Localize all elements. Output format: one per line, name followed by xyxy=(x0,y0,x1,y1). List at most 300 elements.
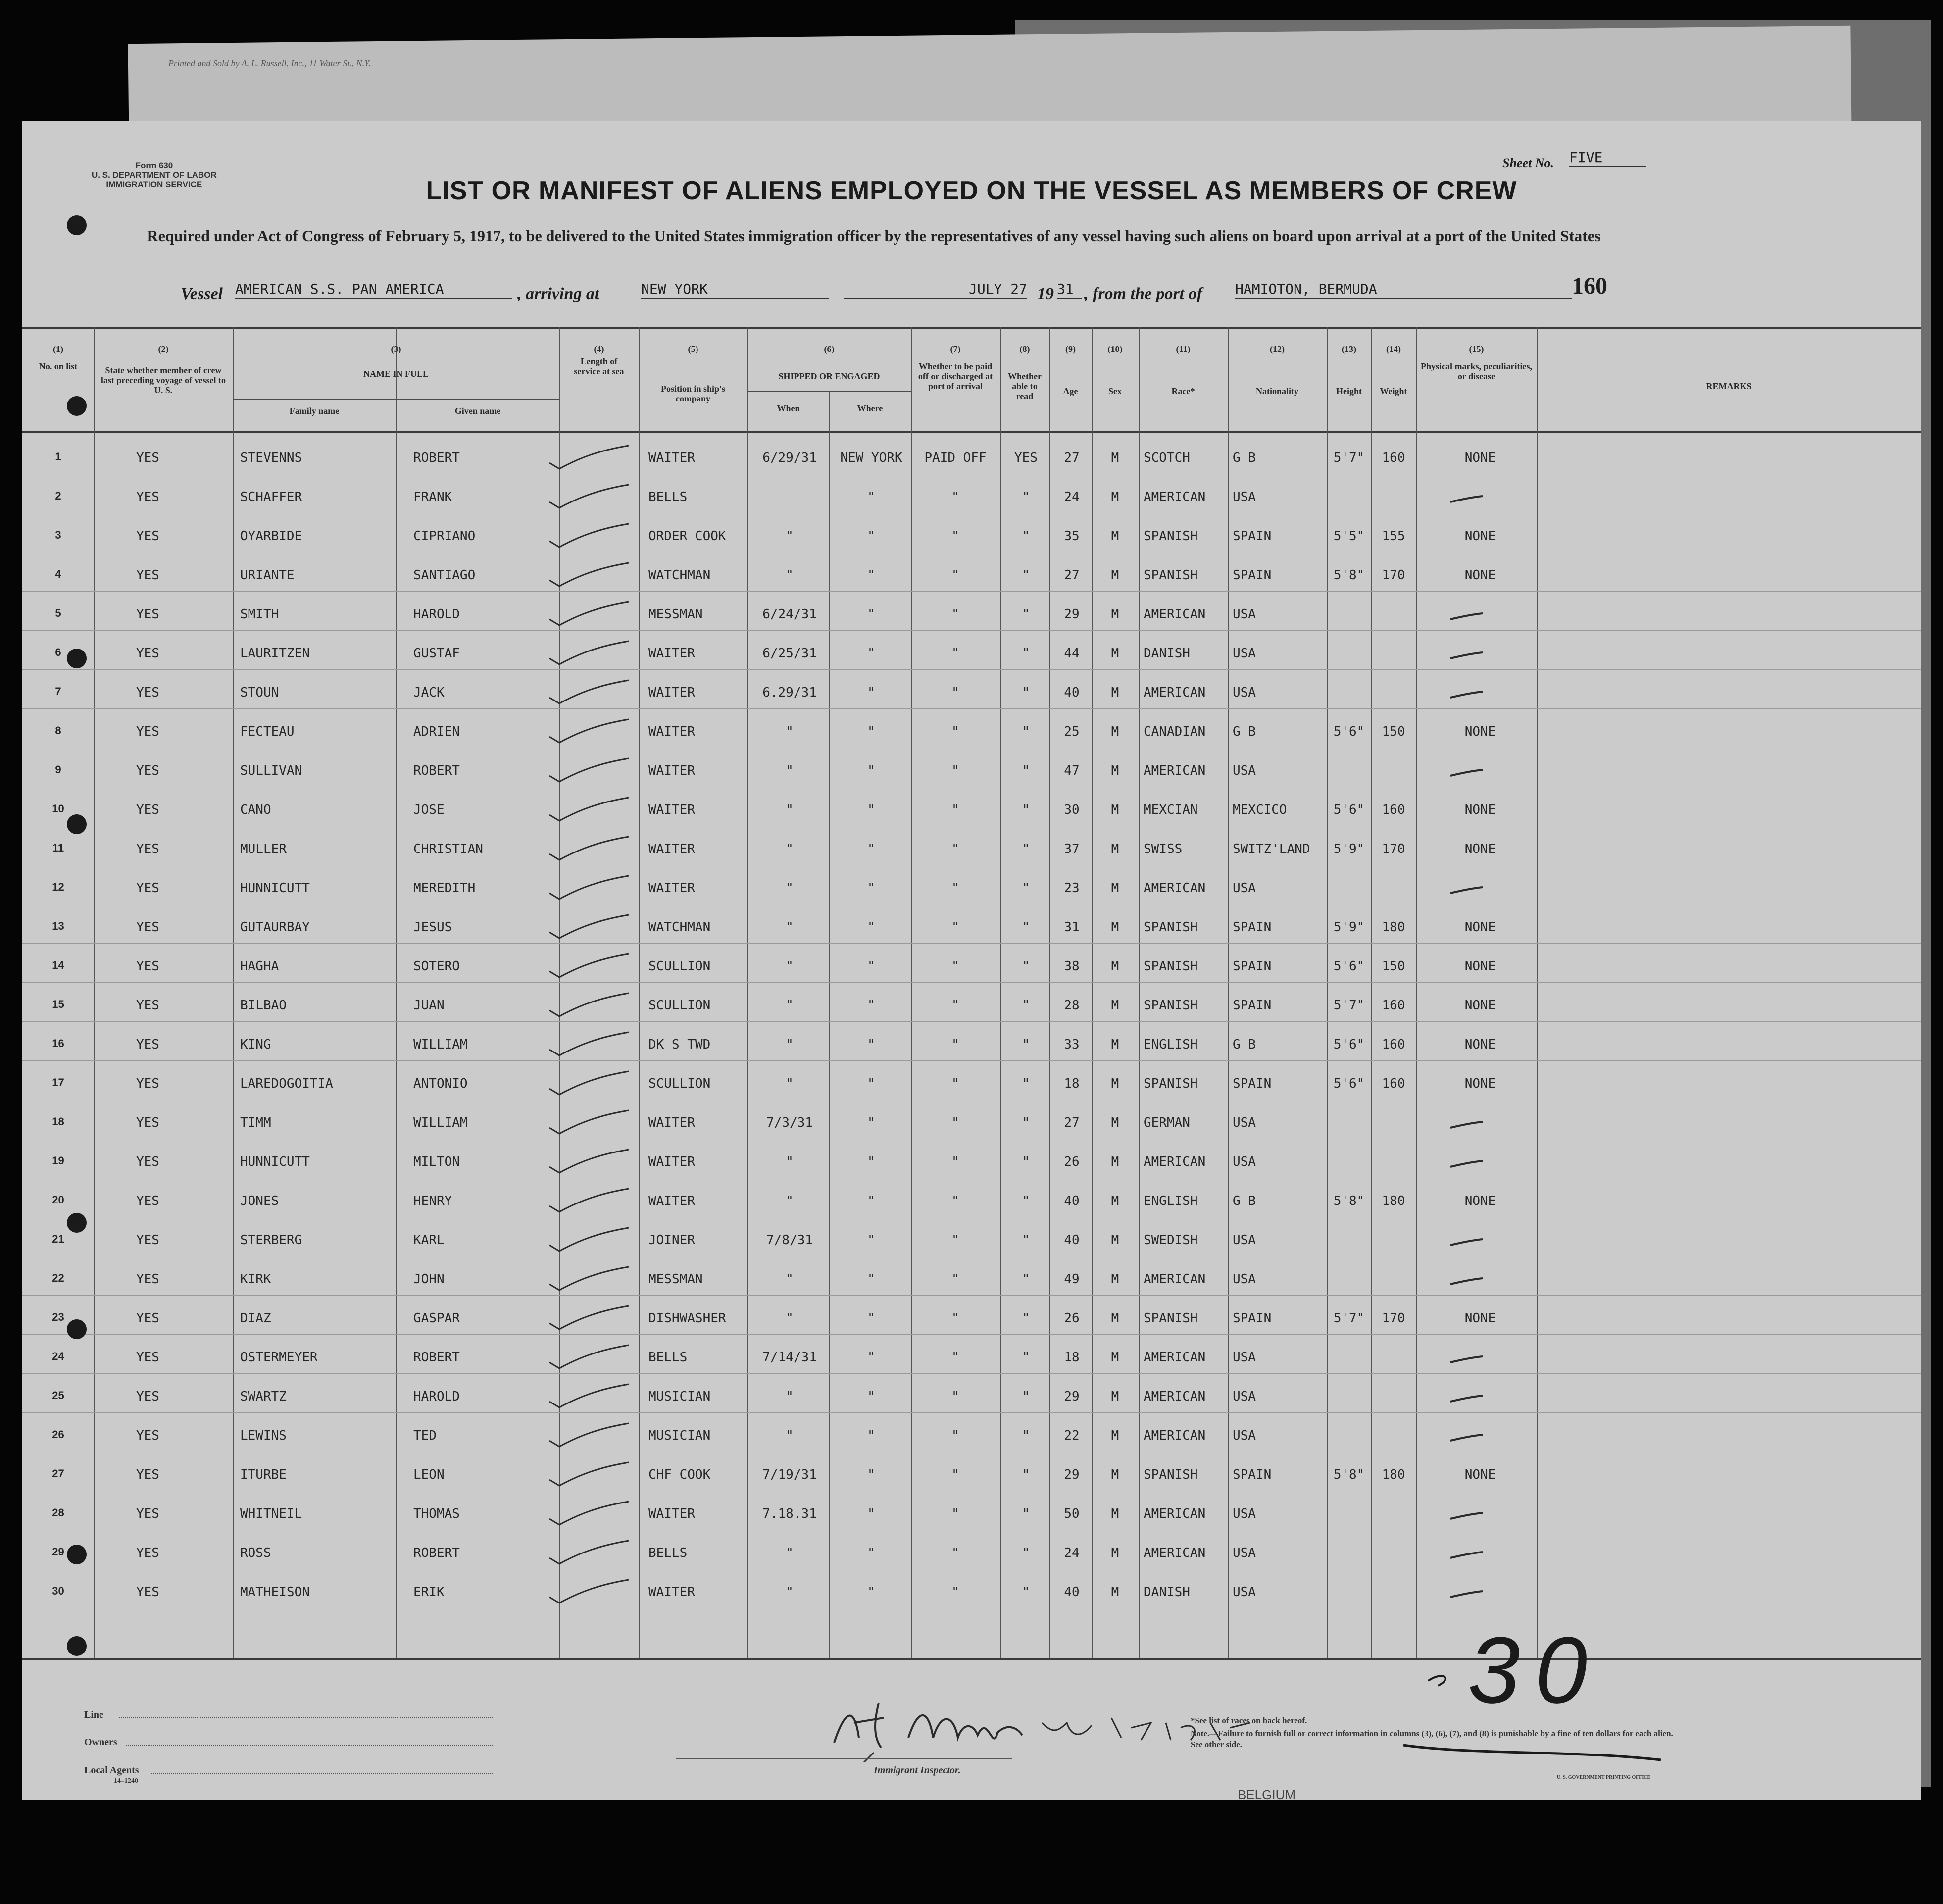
table-row xyxy=(22,558,1921,597)
able-to-read: " xyxy=(1022,724,1030,739)
height: 5'5" xyxy=(1333,529,1365,544)
arriving-port: NEW YORK xyxy=(641,281,829,299)
race: AMERICAN xyxy=(1144,685,1206,700)
family-name: HUNNICUTT xyxy=(240,1154,310,1169)
weight: 160 xyxy=(1382,998,1405,1013)
position: MUSICIAN xyxy=(648,1428,711,1443)
sex: M xyxy=(1111,1194,1119,1208)
age: 50 xyxy=(1064,1506,1080,1521)
position: SCULLION xyxy=(648,1076,711,1091)
service-check-mark xyxy=(545,1499,634,1529)
prev-voyage: YES xyxy=(136,998,159,1013)
col-11-header: Race* xyxy=(1171,386,1195,396)
able-to-read: " xyxy=(1022,1311,1030,1326)
row-number: 10 xyxy=(52,802,64,815)
age: 25 xyxy=(1064,724,1080,739)
able-to-read: " xyxy=(1022,959,1030,974)
given-name: JOSE xyxy=(413,802,445,817)
age: 23 xyxy=(1064,881,1080,896)
col-9-number: (9) xyxy=(1065,344,1076,354)
table-row xyxy=(22,910,1921,949)
sex: M xyxy=(1111,1115,1119,1130)
age: 40 xyxy=(1064,1194,1080,1208)
paid-off: " xyxy=(951,1585,959,1600)
from-label: , from the port of xyxy=(1084,285,1202,303)
height: 5'8" xyxy=(1333,1194,1365,1208)
paid-off: " xyxy=(951,1115,959,1130)
table-row xyxy=(22,1145,1921,1184)
col-13-number: (13) xyxy=(1342,344,1356,354)
table-row xyxy=(22,793,1921,832)
sex: M xyxy=(1111,802,1119,817)
prev-voyage: YES xyxy=(136,1115,159,1130)
shipped-when-header: When xyxy=(777,403,800,413)
binder-hole xyxy=(67,1636,87,1656)
shipped-where: " xyxy=(867,685,875,700)
race: MEXCIAN xyxy=(1144,802,1198,817)
sex: M xyxy=(1111,842,1119,856)
shipped-when: " xyxy=(786,529,794,544)
nationality: USA xyxy=(1233,646,1256,661)
row-number: 21 xyxy=(52,1233,64,1245)
nationality: USA xyxy=(1233,1585,1256,1600)
shipped-when: " xyxy=(786,1076,794,1091)
paid-off: " xyxy=(951,1467,959,1482)
penalty-note: Note.—Failure to furnish full or correct information in columns (3), (6), (7), and (8) is punishable by a fine of ten dollars for each alien. See other side. xyxy=(1191,1729,1673,1749)
race: SPANISH xyxy=(1144,1467,1198,1482)
prev-voyage: YES xyxy=(136,920,159,935)
age: 33 xyxy=(1064,1037,1080,1052)
service-check-mark xyxy=(545,1538,634,1568)
service-check-mark xyxy=(545,1303,634,1333)
able-to-read: " xyxy=(1022,607,1030,622)
height: 5'7" xyxy=(1333,998,1365,1013)
service-check-mark xyxy=(545,1147,634,1177)
able-to-read: " xyxy=(1022,1389,1030,1404)
nationality: SPAIN xyxy=(1233,998,1272,1013)
given-name: JACK xyxy=(413,685,445,700)
total-count: 30 xyxy=(1468,1618,1602,1723)
col-5-header: Position in ship's company xyxy=(660,384,726,403)
given-name: WILLIAM xyxy=(413,1115,468,1130)
table-row xyxy=(22,949,1921,988)
sex: M xyxy=(1111,1585,1119,1600)
shipped-when: " xyxy=(786,998,794,1013)
race: SPANISH xyxy=(1144,1076,1198,1091)
race: AMERICAN xyxy=(1144,1154,1206,1169)
shipped-when: " xyxy=(786,1272,794,1287)
prev-voyage: YES xyxy=(136,1389,159,1404)
family-name: TIMM xyxy=(240,1115,271,1130)
physical-marks: NONE xyxy=(1464,842,1496,856)
able-to-read: " xyxy=(1022,1546,1030,1560)
race: AMERICAN xyxy=(1144,1350,1206,1365)
table-row xyxy=(22,1497,1921,1536)
position: SCULLION xyxy=(648,959,711,974)
given-name: CHRISTIAN xyxy=(413,842,483,856)
race: AMERICAN xyxy=(1144,763,1206,778)
paid-off: " xyxy=(951,1389,959,1404)
paid-off: " xyxy=(951,1311,959,1326)
manifest-page xyxy=(22,121,1921,1800)
shipped-where: " xyxy=(867,1506,875,1521)
col-6-number: (6) xyxy=(824,344,835,354)
family-name: ITURBE xyxy=(240,1467,287,1482)
position: SCULLION xyxy=(648,998,711,1013)
sheet-number: FIVE xyxy=(1569,150,1646,167)
able-to-read: " xyxy=(1022,1506,1030,1521)
family-name: KIRK xyxy=(240,1272,271,1287)
service-check-mark xyxy=(545,600,634,629)
shipped-where: " xyxy=(867,959,875,974)
height: 5'6" xyxy=(1333,724,1365,739)
age: 38 xyxy=(1064,959,1080,974)
prev-voyage: YES xyxy=(136,1428,159,1443)
prev-voyage: YES xyxy=(136,451,159,465)
shipped-where: " xyxy=(867,1350,875,1365)
prev-voyage: YES xyxy=(136,1350,159,1365)
row-number: 19 xyxy=(52,1154,64,1167)
local-agents-label: Local Agents xyxy=(84,1765,139,1776)
able-to-read: " xyxy=(1022,529,1030,544)
age: 27 xyxy=(1064,1115,1080,1130)
physical-marks: NONE xyxy=(1464,1311,1496,1326)
marks-dash xyxy=(1448,766,1488,781)
shipped-when: 7/3/31 xyxy=(766,1115,813,1130)
family-name: SMITH xyxy=(240,607,279,622)
sex: M xyxy=(1111,1546,1119,1560)
service-check-mark xyxy=(545,1069,634,1099)
paid-off: " xyxy=(951,998,959,1013)
nationality: G B xyxy=(1233,1037,1256,1052)
position: DISHWASHER xyxy=(648,1311,726,1326)
prev-voyage: YES xyxy=(136,1467,159,1482)
col-3-number: (3) xyxy=(391,344,401,354)
shipped-where: " xyxy=(867,1389,875,1404)
row-number: 12 xyxy=(52,881,64,893)
race: AMERICAN xyxy=(1144,1506,1206,1521)
shipped-when: " xyxy=(786,568,794,583)
service-check-mark xyxy=(545,1343,634,1372)
nationality: MEXCICO xyxy=(1233,802,1287,817)
row-number: 8 xyxy=(55,724,61,737)
paid-off: " xyxy=(951,724,959,739)
from-port: HAMIOTON, BERMUDA xyxy=(1235,281,1572,299)
service-check-mark xyxy=(545,639,634,668)
table-row xyxy=(22,597,1921,636)
family-name: STEVENNS xyxy=(240,451,302,465)
table-row xyxy=(22,1105,1921,1145)
height: 5'7" xyxy=(1333,451,1365,465)
physical-marks: NONE xyxy=(1464,568,1496,583)
shipped-when: " xyxy=(786,1585,794,1600)
arriving-label: , arriving at xyxy=(517,285,599,303)
marks-dash xyxy=(1448,1431,1488,1446)
shipped-when: 6.29/31 xyxy=(762,685,817,700)
shipped-when: " xyxy=(786,724,794,739)
shipped-when: " xyxy=(786,1546,794,1560)
position: WAITER xyxy=(648,842,695,856)
row-number: 14 xyxy=(52,959,64,971)
table-row xyxy=(22,675,1921,714)
prev-voyage: YES xyxy=(136,959,159,974)
line-field xyxy=(119,1717,493,1718)
arrival-date: JULY 27 xyxy=(844,281,1027,299)
given-name: JESUS xyxy=(413,920,452,935)
col-10-number: (10) xyxy=(1107,344,1123,354)
prev-voyage: YES xyxy=(136,1585,159,1600)
sex: M xyxy=(1111,881,1119,896)
nationality: USA xyxy=(1233,1154,1256,1169)
service-check-mark xyxy=(545,1421,634,1451)
shipped-where: " xyxy=(867,1272,875,1287)
family-name: BILBAO xyxy=(240,998,287,1013)
col-9-header: Age xyxy=(1063,386,1078,396)
family-name: KING xyxy=(240,1037,271,1052)
nationality: USA xyxy=(1233,1546,1256,1560)
col-8-header: Whether able to read xyxy=(1008,371,1042,401)
shipped-where: " xyxy=(867,1076,875,1091)
weight: 170 xyxy=(1382,842,1405,856)
given-name: GUSTAF xyxy=(413,646,460,661)
marks-dash xyxy=(1448,1118,1488,1133)
col-15-number: (15) xyxy=(1469,344,1484,354)
able-to-read: " xyxy=(1022,1233,1030,1248)
height: 5'6" xyxy=(1333,1037,1365,1052)
shipped-when: " xyxy=(786,1311,794,1326)
able-to-read: " xyxy=(1022,685,1030,700)
shipped-where: " xyxy=(867,1194,875,1208)
col-6-header: SHIPPED OR ENGAGED xyxy=(778,371,880,381)
table-row xyxy=(22,1184,1921,1223)
sex: M xyxy=(1111,998,1119,1013)
shipped-where: " xyxy=(867,646,875,661)
binder-hole xyxy=(67,649,87,668)
paid-off: " xyxy=(951,1428,959,1443)
col-14-header: Weight xyxy=(1380,386,1407,396)
shipped-when: 7/14/31 xyxy=(762,1350,817,1365)
col-2-header: State whether member of crew last preceding voyage of vessel to U. S. xyxy=(100,365,226,395)
age: 40 xyxy=(1064,1585,1080,1600)
paid-off: " xyxy=(951,685,959,700)
position: WAITER xyxy=(648,1506,695,1521)
service-check-mark xyxy=(545,521,634,551)
binder-hole xyxy=(67,1545,87,1564)
row-number: 4 xyxy=(55,568,61,580)
race: SPANISH xyxy=(1144,568,1198,583)
able-to-read: " xyxy=(1022,1350,1030,1365)
paid-off: " xyxy=(951,490,959,504)
paid-off: PAID OFF xyxy=(924,451,987,465)
sex: M xyxy=(1111,763,1119,778)
prev-voyage: YES xyxy=(136,685,159,700)
marks-dash xyxy=(1448,1353,1488,1367)
col-2-number: (2) xyxy=(158,344,169,354)
row-number: 5 xyxy=(55,607,61,619)
form-number: Form 630 U. S. DEPARTMENT OF LABOR IMMIGRATION SERVICE xyxy=(92,161,217,189)
local-agents-field xyxy=(149,1773,493,1774)
shipped-where: " xyxy=(867,1037,875,1052)
prev-voyage: YES xyxy=(136,1546,159,1560)
row-number: 11 xyxy=(52,842,64,854)
height: 5'6" xyxy=(1333,1076,1365,1091)
given-name: HAROLD xyxy=(413,607,460,622)
given-name-header: Given name xyxy=(454,406,501,416)
shipped-where: " xyxy=(867,998,875,1013)
able-to-read: " xyxy=(1022,881,1030,896)
service-check-mark xyxy=(545,1108,634,1138)
service-check-mark xyxy=(545,912,634,942)
paid-off: " xyxy=(951,568,959,583)
nationality: USA xyxy=(1233,1115,1256,1130)
position: BELLS xyxy=(648,1350,688,1365)
able-to-read: " xyxy=(1022,1428,1030,1443)
row-number: 24 xyxy=(52,1350,64,1362)
age: 18 xyxy=(1064,1076,1080,1091)
family-name: MATHEISON xyxy=(240,1585,310,1600)
family-name: STOUN xyxy=(240,685,279,700)
paid-off: " xyxy=(951,920,959,935)
physical-marks: NONE xyxy=(1464,802,1496,817)
physical-marks: NONE xyxy=(1464,529,1496,544)
row-number: 13 xyxy=(52,920,64,932)
sex: M xyxy=(1111,724,1119,739)
sex: M xyxy=(1111,1428,1119,1443)
able-to-read: " xyxy=(1022,646,1030,661)
table-top-border xyxy=(22,327,1921,329)
binder-hole xyxy=(67,814,87,834)
age: 27 xyxy=(1064,568,1080,583)
nationality: USA xyxy=(1233,881,1256,896)
weight: 160 xyxy=(1382,451,1405,465)
table-row xyxy=(22,636,1921,675)
family-name: CANO xyxy=(240,802,271,817)
age: 47 xyxy=(1064,763,1080,778)
table-row xyxy=(22,1457,1921,1497)
nationality: USA xyxy=(1233,1272,1256,1287)
able-to-read: " xyxy=(1022,842,1030,856)
race: GERMAN xyxy=(1144,1115,1190,1130)
shipped-when: " xyxy=(786,959,794,974)
family-name: LEWINS xyxy=(240,1428,287,1443)
age: 28 xyxy=(1064,998,1080,1013)
table-row xyxy=(22,714,1921,753)
race: AMERICAN xyxy=(1144,1389,1206,1404)
sex: M xyxy=(1111,1311,1119,1326)
family-name: ROSS xyxy=(240,1546,271,1560)
weight: 155 xyxy=(1382,529,1405,544)
weight: 180 xyxy=(1382,1194,1405,1208)
age: 35 xyxy=(1064,529,1080,544)
row-number: 18 xyxy=(52,1115,64,1128)
family-name: DIAZ xyxy=(240,1311,271,1326)
shipped-when: " xyxy=(786,920,794,935)
footer xyxy=(22,1666,1921,1800)
age: 26 xyxy=(1064,1311,1080,1326)
weight: 160 xyxy=(1382,1076,1405,1091)
inspector-label: Immigrant Inspector. xyxy=(874,1765,961,1776)
physical-marks: NONE xyxy=(1464,1467,1496,1482)
position: WAITER xyxy=(648,646,695,661)
position: WAITER xyxy=(648,1194,695,1208)
nationality: G B xyxy=(1233,724,1256,739)
position: DK S TWD xyxy=(648,1037,711,1052)
age: 26 xyxy=(1064,1154,1080,1169)
given-name: CIPRIANO xyxy=(413,529,476,544)
position: WAITER xyxy=(648,1115,695,1130)
paid-off: " xyxy=(951,1037,959,1052)
binder-hole xyxy=(67,215,87,235)
service-check-mark xyxy=(545,1030,634,1059)
shipped-where: " xyxy=(867,1311,875,1326)
physical-marks: NONE xyxy=(1464,724,1496,739)
given-name: ADRIEN xyxy=(413,724,460,739)
sex: M xyxy=(1111,685,1119,700)
remarks-header: REMARKS xyxy=(1706,381,1752,391)
paid-off: " xyxy=(951,1272,959,1287)
service-check-mark xyxy=(545,795,634,825)
col-7-number: (7) xyxy=(950,344,961,354)
given-name: SANTIAGO xyxy=(413,568,476,583)
position: WAITER xyxy=(648,1154,695,1169)
name-subheader-line xyxy=(233,399,559,400)
marks-dash xyxy=(1448,1157,1488,1172)
able-to-read: " xyxy=(1022,568,1030,583)
shipped-where: " xyxy=(867,568,875,583)
shipped-when: " xyxy=(786,842,794,856)
row-number: 23 xyxy=(52,1311,64,1323)
position: ORDER COOK xyxy=(648,529,726,544)
nationality: SPAIN xyxy=(1233,1311,1272,1326)
sex: M xyxy=(1111,1467,1119,1482)
table-row xyxy=(22,1223,1921,1262)
race: SPANISH xyxy=(1144,1311,1198,1326)
position: CHF COOK xyxy=(648,1467,711,1482)
shipped-when: " xyxy=(786,1389,794,1404)
given-name: ROBERT xyxy=(413,1546,460,1560)
shipped-when: " xyxy=(786,881,794,896)
given-name: FRANK xyxy=(413,490,452,504)
age: 24 xyxy=(1064,1546,1080,1560)
family-name: URIANTE xyxy=(240,568,295,583)
paid-off: " xyxy=(951,1546,959,1560)
service-check-mark xyxy=(545,1577,634,1607)
marks-dash xyxy=(1448,1274,1488,1289)
able-to-read: " xyxy=(1022,1272,1030,1287)
prev-voyage: YES xyxy=(136,568,159,583)
family-name: OSTERMEYER xyxy=(240,1350,318,1365)
able-to-read: " xyxy=(1022,1037,1030,1052)
given-name: ROBERT xyxy=(413,763,460,778)
shipped-when: " xyxy=(786,763,794,778)
owners-field xyxy=(126,1745,493,1746)
race: AMERICAN xyxy=(1144,881,1206,896)
paid-off: " xyxy=(951,607,959,622)
sex: M xyxy=(1111,568,1119,583)
service-check-mark xyxy=(545,443,634,473)
nationality: USA xyxy=(1233,1350,1256,1365)
nationality: SPAIN xyxy=(1233,920,1272,935)
row-number: 17 xyxy=(52,1076,64,1089)
prev-voyage: YES xyxy=(136,1311,159,1326)
col-5-number: (5) xyxy=(688,344,698,354)
age: 29 xyxy=(1064,607,1080,622)
position: WATCHMAN xyxy=(648,920,711,935)
weight: 170 xyxy=(1382,1311,1405,1326)
age: 27 xyxy=(1064,451,1080,465)
table-row xyxy=(22,480,1921,519)
nationality: USA xyxy=(1233,685,1256,700)
